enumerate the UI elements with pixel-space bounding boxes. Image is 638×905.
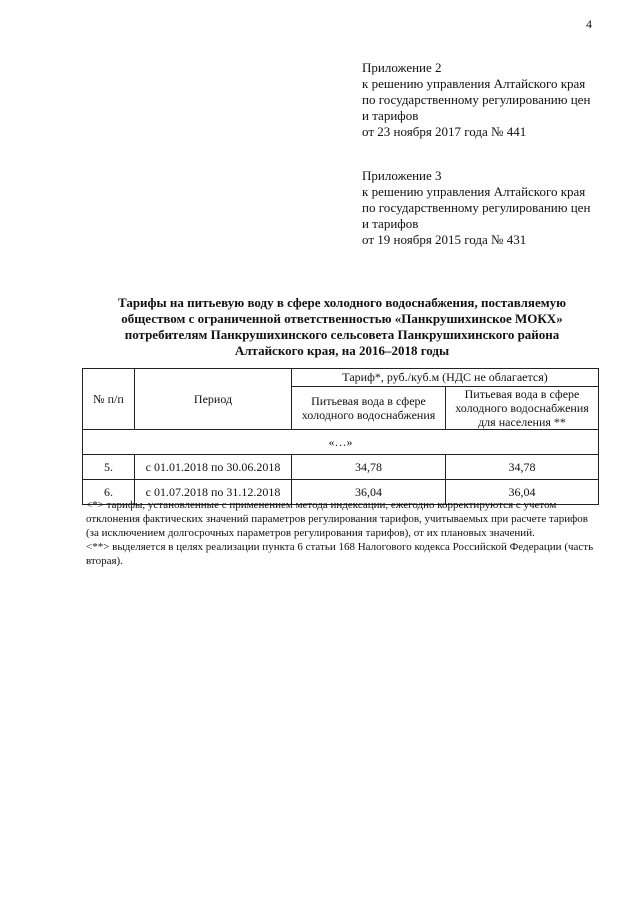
appendix-2-line: и тарифов bbox=[362, 108, 419, 123]
appendix-3-line: Приложение 3 bbox=[362, 168, 442, 183]
row-num: 6. bbox=[83, 480, 135, 505]
tariff-table bbox=[82, 368, 599, 505]
page-number: 4 bbox=[586, 17, 592, 31]
document-title bbox=[60, 295, 624, 359]
appendix-3-line: к решению управления Алтайского края bbox=[362, 184, 586, 199]
footnote-1: <*> тарифы, установленные с применением метода индексации, ежегодно корректируются с учетом отклонения фактических значений параметров регулирования тарифов, учитываемых при расчете тарифов (за исключением долгосрочных параметров регулирования тарифов), от их плановых значений. bbox=[86, 499, 588, 539]
title-line: Алтайского края, на 2016–2018 годы bbox=[234, 343, 450, 358]
table-header-row bbox=[83, 369, 599, 387]
row-tariff-a: 36,04 bbox=[292, 480, 446, 505]
header-tariff: Тариф*, руб./куб.м (НДС не облагается) bbox=[292, 369, 599, 387]
table-row-ellipsis bbox=[83, 430, 599, 455]
appendix-3-line: по государственному регулированию цен bbox=[362, 200, 591, 215]
ellipsis-cell: «…» bbox=[83, 430, 599, 455]
appendix-2-block bbox=[362, 60, 632, 140]
row-num: 5. bbox=[83, 455, 135, 480]
table-row bbox=[83, 455, 599, 480]
appendix-3-block bbox=[362, 168, 632, 248]
row-period: с 01.01.2018 по 30.06.2018 bbox=[135, 455, 292, 480]
row-tariff-a: 34,78 bbox=[292, 455, 446, 480]
title-line: потребителям Панкрушихинского сельсовета Панкрушихинского района bbox=[124, 327, 560, 342]
appendix-2-line: Приложение 2 bbox=[362, 60, 442, 75]
appendix-2-line: от 23 ноября 2017 года № 441 bbox=[362, 124, 527, 139]
footnotes bbox=[86, 498, 601, 568]
footnote-2: <**> выделяется в целях реализации пункта 6 статьи 168 Налогового кодекса Российской Федерации (часть вторая). bbox=[86, 541, 594, 567]
header-drinking-water: Питьевая вода в сфере холодного водоснабжения bbox=[292, 387, 446, 430]
header-drinking-water-population: Питьевая вода в сфере холодного водоснабжения для населения ** bbox=[446, 387, 599, 430]
appendix-2-line: к решению управления Алтайского края bbox=[362, 76, 586, 91]
appendix-2-line: по государственному регулированию цен bbox=[362, 92, 591, 107]
title-line: Тарифы на питьевую воду в сфере холодного водоснабжения, поставляемую bbox=[117, 295, 567, 310]
appendix-3-line: и тарифов bbox=[362, 216, 419, 231]
row-tariff-b: 34,78 bbox=[446, 455, 599, 480]
row-period: с 01.07.2018 по 31.12.2018 bbox=[135, 480, 292, 505]
appendix-3-line: от 19 ноября 2015 года № 431 bbox=[362, 232, 527, 247]
header-period: Период bbox=[135, 369, 292, 430]
title-line: обществом с ограниченной ответственностью «Панкрушихинское МОКХ» bbox=[121, 311, 563, 326]
row-tariff-b: 36,04 bbox=[446, 480, 599, 505]
header-num: № п/п bbox=[83, 369, 135, 430]
